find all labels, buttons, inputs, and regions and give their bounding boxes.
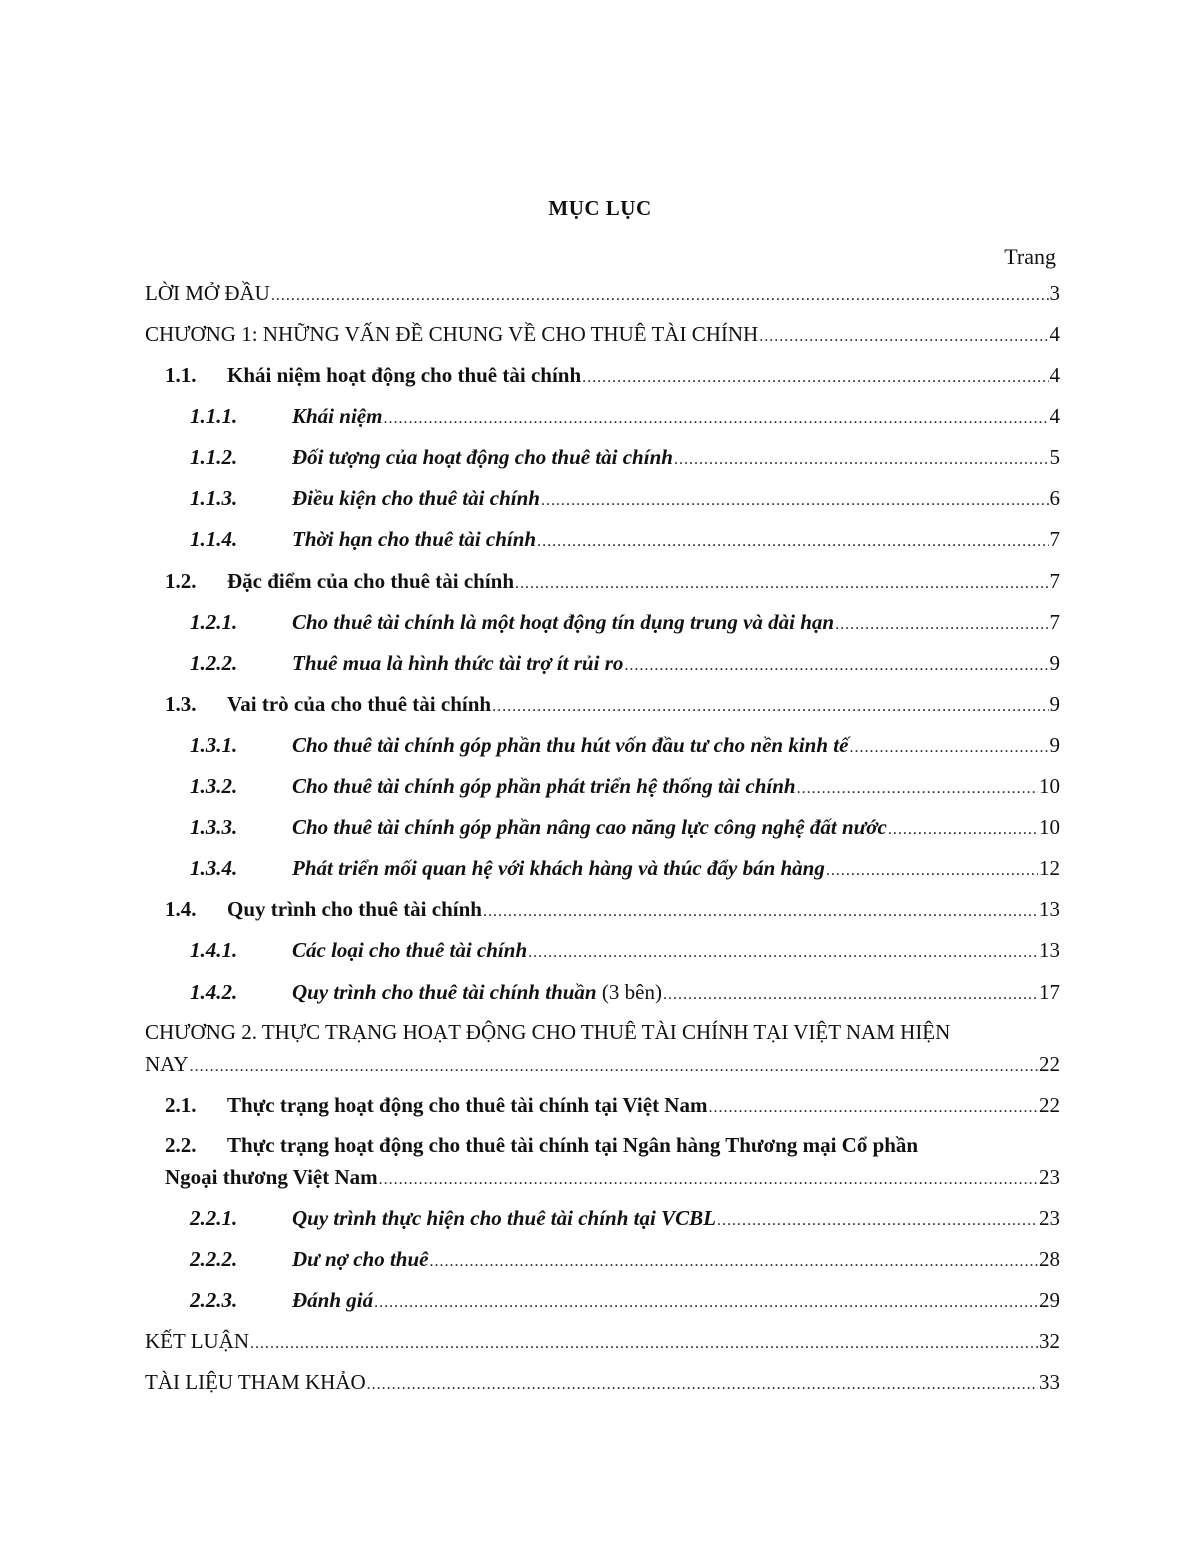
toc-entry-number: 1.4.1.: [190, 938, 238, 962]
toc-entry-page: 10: [1039, 815, 1060, 839]
toc-entry-1-4[interactable]: [165, 894, 1060, 927]
toc-entry-chapter-1[interactable]: [145, 319, 1060, 352]
leader-dots: [717, 1205, 1038, 1236]
toc-entry-1-3[interactable]: [165, 689, 1060, 722]
leader-dots: [537, 526, 1048, 557]
toc-entry-number: 2.2.1.: [190, 1206, 238, 1230]
toc-entry-1-1[interactable]: [165, 360, 1060, 393]
toc-entry-page: 32: [1039, 1329, 1060, 1353]
leader-dots: [492, 691, 1048, 722]
toc-entry-page: 22: [1039, 1052, 1060, 1076]
toc-entry-page: 9: [1049, 692, 1060, 716]
toc-entry-number: 1.4.2.: [190, 980, 238, 1004]
toc-entry-label: Phát triển mối quan hệ với khách hàng và thúc đẩy bán hàng: [292, 856, 825, 880]
toc-entry-label: Dư nợ cho thuê: [292, 1247, 429, 1271]
leader-dots: [383, 403, 1048, 434]
leader-dots: [835, 609, 1048, 640]
toc-entry-number: 1.3.: [165, 692, 197, 716]
toc-entry-1-1-4[interactable]: [190, 524, 1060, 557]
toc-entry-2-2-1[interactable]: [190, 1203, 1060, 1236]
toc-entry-page: 7: [1049, 569, 1060, 593]
toc-entry-label: NAY: [145, 1052, 189, 1076]
toc-entry-label: Thực trạng hoạt động cho thuê tài chính tại Việt Nam: [227, 1093, 708, 1117]
toc-entry-intro[interactable]: [145, 278, 1060, 311]
toc-entry-label: Cho thuê tài chính góp phần thu hút vốn đầu tư cho nền kinh tế: [292, 733, 849, 757]
toc-entry-1-2[interactable]: [165, 566, 1060, 599]
toc-entry-page: 4: [1049, 322, 1060, 346]
toc-entry-1-2-1[interactable]: [190, 607, 1060, 640]
toc-entry-1-3-4[interactable]: [190, 853, 1060, 886]
toc-entry-page: 9: [1049, 651, 1060, 675]
toc-entry-page: 4: [1049, 404, 1060, 428]
leader-dots: [541, 485, 1049, 516]
toc-entry-2-1[interactable]: [165, 1090, 1060, 1123]
toc-entry-page: 10: [1039, 774, 1060, 798]
toc-entry-label: Cho thuê tài chính góp phần nâng cao năng lực công nghệ đất nước: [292, 815, 887, 839]
toc-entry-page: 12: [1039, 856, 1060, 880]
leader-dots: [888, 814, 1038, 845]
toc-entry-page: 7: [1049, 610, 1060, 634]
toc-entry-number: 1.1.3.: [190, 486, 238, 510]
toc-entry-page: 3: [1049, 281, 1060, 305]
toc-entry-1-1-1[interactable]: [190, 401, 1060, 434]
toc-entry-1-4-2[interactable]: [190, 977, 1060, 1010]
toc-entry-label: Đặc điểm của cho thuê tài chính: [227, 569, 515, 593]
leader-dots: [797, 773, 1038, 804]
toc-entry-number: 1.2.: [165, 569, 197, 593]
toc-entry-label: Cho thuê tài chính góp phần phát triển hệ thống tài chính: [292, 774, 796, 798]
leader-dots: [849, 732, 1048, 763]
toc-entry-number: 1.1.2.: [190, 445, 238, 469]
toc-entry-conclusion[interactable]: [145, 1326, 1060, 1359]
toc-entry-1-4-1[interactable]: [190, 935, 1060, 968]
toc-entry-label: Các loại cho thuê tài chính: [292, 938, 528, 962]
toc-entry-1-3-2[interactable]: [190, 771, 1060, 804]
toc-entry-1-3-1[interactable]: [190, 730, 1060, 763]
toc-entry-label: CHƯƠNG 1: NHỮNG VẤN ĐỀ CHUNG VỀ CHO THUÊ TÀI CHÍNH: [145, 322, 759, 346]
toc-entry-number: 1.1.4.: [190, 527, 238, 551]
toc-entry-1-1-2[interactable]: [190, 442, 1060, 475]
toc-entry-label: Đánh giá: [292, 1288, 374, 1312]
toc-entry-number: 1.2.1.: [190, 610, 238, 634]
leader-dots: [483, 896, 1038, 927]
toc-entry-number: 2.2.2.: [190, 1247, 238, 1271]
toc-entry-page: 9: [1049, 733, 1060, 757]
toc-entry-label: Khái niệm: [292, 404, 383, 428]
leader-dots: [190, 1051, 1038, 1082]
page-title: MỤC LỤC: [548, 196, 652, 220]
toc-entry-page: 13: [1039, 897, 1060, 921]
leader-dots: [374, 1287, 1038, 1318]
toc-entry-page: 4: [1049, 363, 1060, 387]
leader-dots: [674, 444, 1049, 475]
toc-entry-number: 2.2.3.: [190, 1288, 238, 1312]
toc-entry-page: 33: [1039, 1370, 1060, 1394]
leader-dots: [826, 855, 1038, 886]
toc-entry-label: Cho thuê tài chính là một hoạt động tín dụng trung và dài hạn: [292, 610, 835, 634]
toc-entry-label: TÀI LIỆU THAM KHẢO: [145, 1370, 366, 1394]
toc-entry-number: 2.2.: [165, 1133, 197, 1157]
toc-entry-page: 22: [1039, 1093, 1060, 1117]
leader-dots: [515, 568, 1048, 599]
leader-dots: [367, 1369, 1038, 1400]
page-column-label: Trang: [1004, 244, 1056, 269]
toc-entry-2-2-line-1[interactable]: [165, 1130, 918, 1161]
toc-entry-label: Ngoại thương Việt Nam: [165, 1165, 378, 1189]
toc-entry-2-2[interactable]: [165, 1162, 1060, 1195]
toc-entry-number: 1.3.4.: [190, 856, 238, 880]
toc-entry-number: 1.1.1.: [190, 404, 238, 428]
toc-entry-1-2-2[interactable]: [190, 648, 1060, 681]
toc-entry-label: Điều kiện cho thuê tài chính: [292, 486, 540, 510]
leader-dots: [379, 1164, 1038, 1195]
toc-entry-number: 2.1.: [165, 1093, 197, 1117]
leader-dots: [250, 1328, 1038, 1359]
toc-entry-label: Đối tượng của hoạt động cho thuê tài chính: [292, 445, 673, 469]
toc-entry-2-2-3[interactable]: [190, 1285, 1060, 1318]
toc-entry-number: 1.4.: [165, 897, 197, 921]
leader-dots: [708, 1092, 1038, 1123]
toc-entry-label: [292, 977, 662, 1008]
toc-entry-label: Quy trình thực hiện cho thuê tài chính tại VCBL: [292, 1206, 716, 1230]
toc-entry-label: Thuê mua là hình thức tài trợ ít rủi ro: [292, 651, 624, 675]
toc-entry-label-main: Quy trình cho thuê tài chính thuần: [292, 980, 597, 1004]
toc-entry-page: 17: [1039, 980, 1060, 1004]
toc-entry-label-suffix: (3 bên): [596, 980, 662, 1004]
toc-entry-label: LỜI MỞ ĐẦU: [145, 281, 270, 305]
toc-entry-2-2-2[interactable]: [190, 1244, 1060, 1277]
toc-entry-number: 1.1.: [165, 363, 197, 387]
leader-dots: [271, 280, 1049, 311]
toc-entry-1-1-3[interactable]: [190, 483, 1060, 516]
toc-entry-label: Vai trò của cho thuê tài chính: [227, 692, 492, 716]
toc-entry-number: 1.3.3.: [190, 815, 238, 839]
toc-entry-number: 1.3.2.: [190, 774, 238, 798]
toc-entry-number: 1.3.1.: [190, 733, 238, 757]
toc-entry-chapter-2-line-1[interactable]: CHƯƠNG 2. THỰC TRẠNG HOẠT ĐỘNG CHO THUÊ TÀI CHÍNH TẠI VIỆT NAM HIỆN: [145, 1020, 951, 1044]
toc-entry-label: KẾT LUẬN: [145, 1329, 250, 1353]
toc-entry-page: 6: [1049, 486, 1060, 510]
toc-entry-page: 28: [1039, 1247, 1060, 1271]
leader-dots: [624, 650, 1048, 681]
toc-entry-page: 23: [1039, 1206, 1060, 1230]
toc-entry-label: Khái niệm hoạt động cho thuê tài chính: [227, 363, 582, 387]
toc-entry-number: 1.2.2.: [190, 651, 238, 675]
toc-entry-references[interactable]: [145, 1367, 1060, 1400]
toc-entry-chapter-2[interactable]: [145, 1049, 1060, 1082]
toc-entry-label: Thời hạn cho thuê tài chính: [292, 527, 537, 551]
toc-entry-page: 13: [1039, 938, 1060, 962]
toc-entry-label: Thực trạng hoạt động cho thuê tài chính tại Ngân hàng Thương mại Cổ phần: [227, 1133, 919, 1157]
toc-entry-page: 7: [1049, 527, 1060, 551]
toc-entry-page: 23: [1039, 1165, 1060, 1189]
leader-dots: [663, 979, 1038, 1010]
leader-dots: [759, 321, 1048, 352]
leader-dots: [582, 362, 1048, 393]
leader-dots: [528, 937, 1038, 968]
toc-entry-page: 29: [1039, 1288, 1060, 1312]
toc-entry-1-3-3[interactable]: [190, 812, 1060, 845]
toc-entry-page: 5: [1049, 445, 1060, 469]
toc-entry-label: Quy trình cho thuê tài chính: [227, 897, 482, 921]
leader-dots: [429, 1246, 1038, 1277]
